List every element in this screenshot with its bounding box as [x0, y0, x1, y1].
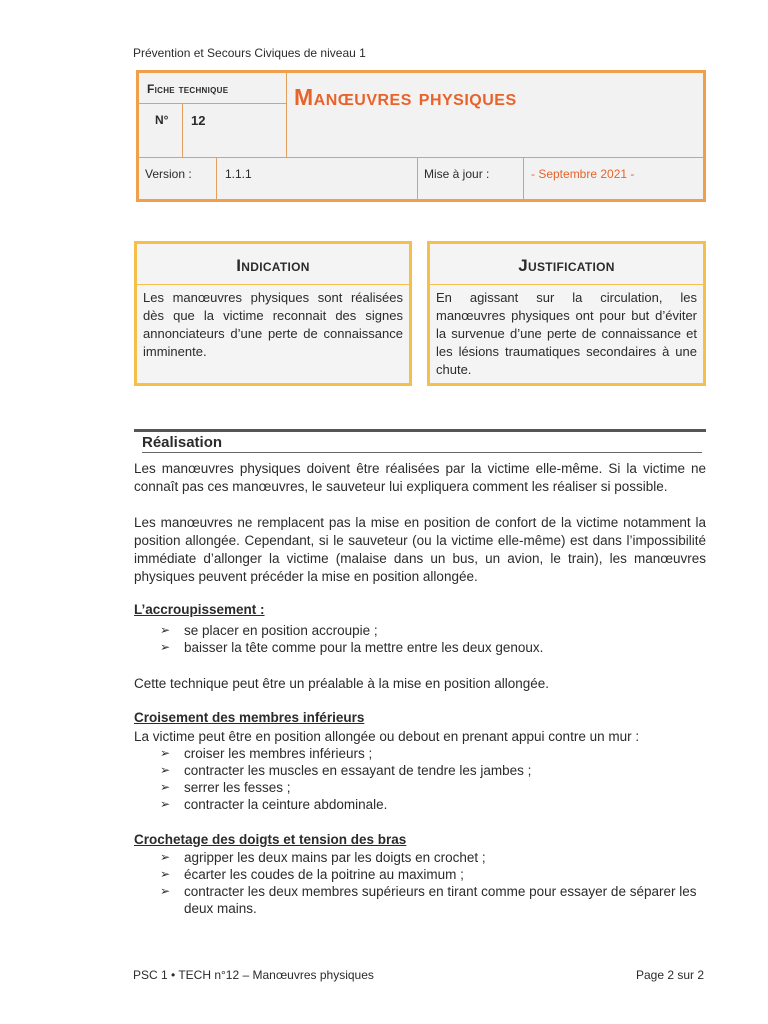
fiche-number-label: N° [155, 113, 169, 127]
list-item: ➢ croiser les membres inférieurs ; [160, 745, 706, 762]
version-value: 1.1.1 [225, 167, 252, 181]
list-item: ➢ écarter les coudes de la poitrine au maximum ; [160, 866, 706, 883]
realisation-section [134, 429, 706, 453]
list-item: ➢ baisser la tête comme pour la mettre entre les deux genoux. [160, 639, 706, 656]
indication-title: Indication [236, 256, 310, 275]
list-item: ➢ agripper les deux mains par les doigts en crochet ; [160, 849, 706, 866]
justification-box [427, 241, 706, 386]
running-header: Prévention et Secours Civiques de niveau 1 [133, 46, 366, 60]
list-item: ➢ serrer les fesses ; [160, 779, 706, 796]
fiche-number: 12 [191, 113, 206, 128]
version-label: Version : [145, 167, 192, 181]
realisation-paragraph-1: Les manœuvres physiques doivent être réalisées par la victime elle-même. Si la victime ne connaît pas ces manœuvres, le sauveteur lui expliquera comment les réaliser si possible. [134, 461, 706, 494]
croisement-list [160, 745, 706, 813]
realisation-title: Réalisation [142, 434, 702, 453]
update-value: - Septembre 2021 - [531, 167, 635, 181]
accroupissement-heading: L’accroupissement : [134, 602, 265, 617]
crochetage-list [160, 849, 706, 917]
list-item: ➢ se placer en position accroupie ; [160, 622, 706, 639]
fiche-label: Fiche technique [147, 82, 229, 96]
indication-text: Les manœuvres physiques sont réalisées dès que la victime reconnait des signes annonciateurs d’une perte de connaissance imminente. [143, 290, 403, 359]
croisement-heading: Croisement des membres inférieurs [134, 710, 365, 725]
update-label: Mise à jour : [424, 167, 490, 181]
justification-title: Justification [518, 256, 615, 275]
croisement-intro: La victime peut être en position allongée ou debout en prenant appui contre un mur : [134, 729, 640, 744]
page-title: Manœuvres physiques [294, 84, 517, 110]
list-item: ➢ contracter les muscles en essayant de tendre les jambes ; [160, 762, 706, 779]
accroupissement-list [160, 622, 706, 656]
indication-box [134, 241, 412, 386]
list-item: ➢ contracter les deux membres supérieurs en tirant comme pour essayer de séparer les deux mains. [160, 883, 706, 917]
accroupissement-note: Cette technique peut être un préalable à la mise en position allongée. [134, 676, 550, 691]
footer-page-number: Page 2 sur 2 [636, 968, 705, 982]
crochetage-heading: Crochetage des doigts et tension des bras [134, 832, 407, 847]
footer-left: PSC 1 • TECH n°12 – Manœuvres physiques [133, 968, 374, 982]
list-item: ➢ contracter la ceinture abdominale. [160, 796, 706, 813]
justification-text: En agissant sur la circulation, les manœuvres physiques ont pour but d’éviter la survenue d’une perte de connaissance et les lésions traumatiques secondaires à une chute. [436, 290, 697, 377]
realisation-paragraph-2: Les manœuvres ne remplacent pas la mise en position de confort de la victime notamment la position allongée. Cependant, si le sauveteur (ou la victime elle-même) est dans l’impossibilité immédiate d’allonger la victime (malaise dans un bus, un avion, le train), les manœuvres physiques peuvent précéder la mise en position allongée. [134, 515, 706, 584]
fiche-header-table [136, 70, 706, 202]
